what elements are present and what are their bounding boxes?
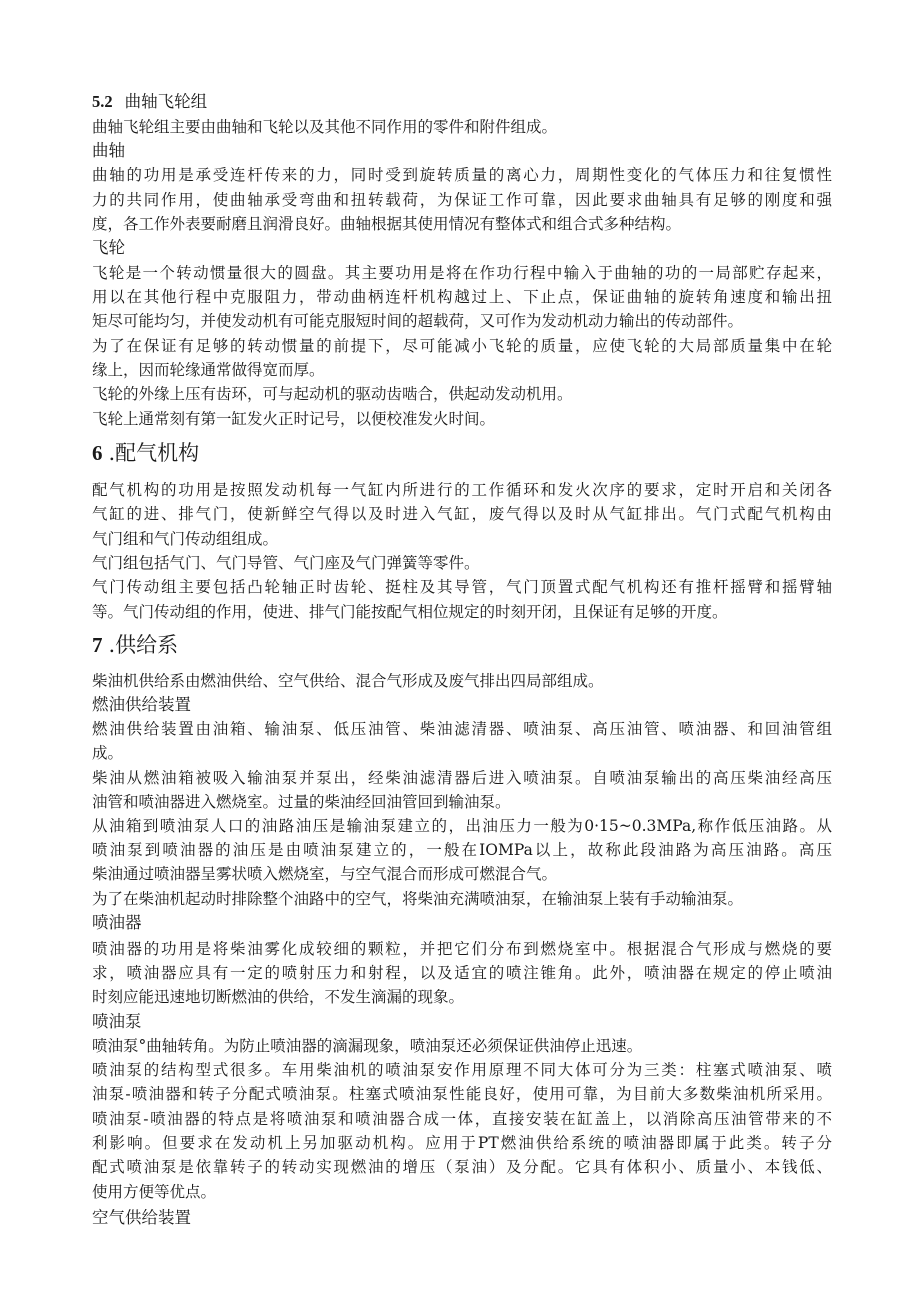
subheading-air-supply: 空气供给装置 xyxy=(92,1208,191,1227)
section-title: 曲轴飞轮组 xyxy=(124,92,208,111)
paragraph-line: 成。 xyxy=(92,744,124,762)
paragraph-line: 燃油供给装置由油箱、输油泵、低压油管、柴油滤清器、喷油泵、高压油管、喷油器、和回油管组 xyxy=(92,720,832,738)
paragraph-line: 使用方便等优点。 xyxy=(92,1183,217,1201)
paragraph-line: 曲轴的功用是承受连杆传来的力，同时受到旋转质量的离心力，周期性变化的气体压力和往复惯性 xyxy=(92,166,832,184)
paragraph-line: 气门组包括气门、气门导管、气门座及气门弹簧等零件。 xyxy=(92,554,480,572)
paragraph-line: 时刻应能迅速地切断燃油的供给，不发生滴漏的现象。 xyxy=(92,988,465,1006)
paragraph-line: 利影响。但要求在发动机上另加驱动机构。应用于PT燃油供给系统的喷油器即属于此类。转子分 xyxy=(92,1134,832,1152)
paragraph-line: 用以在其他行程中克服阻力，带动曲柄连杆机构越过上、下止点，保证曲轴的旋转角速度和输出扭 xyxy=(92,288,832,306)
paragraph-line: 配气机构的功用是按照发动机每一气缸内所进行的工作循环和发火次序的要求，定时开启和关闭各 xyxy=(92,481,832,499)
paragraph-line: 飞轮的外缘上压有齿环，可与起动机的驱动齿啮合，供起动发动机用。 xyxy=(92,385,573,403)
paragraph-line: 矩尽可能均匀，并使发动机有可能克服短时间的超载荷，又可作为发动机动力输出的传动部件。 xyxy=(92,312,744,330)
paragraph-line: 求，喷油器应具有一定的喷射压力和射程，以及适宜的喷注锥角。此外，喷油器在规定的停止喷油 xyxy=(92,964,832,982)
section-7-heading xyxy=(92,630,178,660)
paragraph-line: 度，各工作外表要耐磨且润滑良好。曲轴根据其使用情况有整体式和组合式多种结构。 xyxy=(92,215,682,233)
section-title: .供给系 xyxy=(108,633,179,657)
section-title: .配气机构 xyxy=(108,441,200,465)
section-6-heading xyxy=(92,438,199,468)
paragraph-line: 等。气门传动组的作用，使进、排气门能按配气相位规定的时刻开闭，且保证有足够的开度。 xyxy=(92,603,728,621)
paragraph-line: 为了在柴油机起动时排除整个油路中的空气，将柴油充满喷油泵，在输油泵上装有手动输油泵。 xyxy=(92,890,744,908)
paragraph-line: 柴油机供给系由燃油供给、空气供给、混合气形成及废气排出四局部组成。 xyxy=(92,672,604,690)
paragraph-line: 油管和喷油器进入燃烧室。过量的柴油经回油管回到输油泵。 xyxy=(92,793,511,811)
subheading-injection-pump: 喷油泵 xyxy=(92,1012,142,1031)
paragraph-line: 飞轮上通常刻有第一缸发火正时记号，以便校准发火时间。 xyxy=(92,410,496,428)
paragraph-line: 缘上，因而轮缘通常做得宽而厚。 xyxy=(92,361,325,379)
subheading-fuel-supply: 燃油供给装置 xyxy=(92,695,191,714)
paragraph-line: 配式喷油泵是依靠转子的转动实现燃油的增压（泵油）及分配。它具有体积小、质量小、本钱低、 xyxy=(92,1158,832,1176)
paragraph-line: 喷油泵°曲轴转角。为防止喷油器的滴漏现象，喷油泵还必须保证供油停止迅速。 xyxy=(92,1037,643,1055)
paragraph-line: 为了在保证有足够的转动惯量的前提下，尽可能减小飞轮的质量，应使飞轮的大局部质量集中在轮 xyxy=(92,337,832,355)
paragraph-line: 喷油器的功用是将柴油雾化成较细的颗粒，并把它们分布到燃烧室中。根据混合气形成与燃烧的要 xyxy=(92,940,832,958)
paragraph-line: 柴油通过喷油器呈雾状喷入燃烧室，与空气混合而形成可燃混合气。 xyxy=(92,865,558,883)
paragraph-line: 气缸的进、排气门，使新鲜空气得以及时进入气缸，废气得以及时从气缸排出。气门式配气机构由 xyxy=(92,505,832,523)
section-number: 7 xyxy=(92,633,103,657)
subheading-flywheel: 飞轮 xyxy=(92,238,125,257)
paragraph-line: 曲轴飞轮组主要由曲轴和飞轮以及其他不同作用的零件和附件组成。 xyxy=(92,118,558,136)
paragraph-line: 柴油从燃油箱被吸入输油泵并泵出，经柴油滤清器后进入喷油泵。自喷油泵输出的高压柴油经高压 xyxy=(92,769,832,787)
paragraph-line: 喷油泵的结构型式很多。车用柴油机的喷油泵安作用原理不同大体可分为三类：柱塞式喷油泵、喷 xyxy=(92,1061,832,1079)
paragraph-line: 力的共同作用，使曲轴承受弯曲和扭转载荷，为保证工作可靠，因此要求曲轴具有足够的刚度和强 xyxy=(92,191,832,209)
paragraph-line: 气门传动组主要包括凸轮轴正时齿轮、挺柱及其导管，气门顶置式配气机构还有推杆摇臂和摇臂轴 xyxy=(92,578,832,596)
paragraph-line: 油泵-喷油器和转子分配式喷油泵。柱塞式喷油泵性能良好，使用可靠，为目前大多数柴油机所采用。 xyxy=(92,1085,832,1103)
subheading-crankshaft: 曲轴 xyxy=(92,141,125,160)
paragraph-line: 飞轮是一个转动惯量很大的圆盘。其主要功用是将在作功行程中输入于曲轴的功的一局部贮存起来， xyxy=(92,264,832,282)
subheading-injector: 喷油器 xyxy=(92,913,142,932)
section-number: 6 xyxy=(92,441,103,465)
paragraph-line: 喷油泵到喷油器的油压是由喷油泵建立的，一般在IOMPa以上，故称此段油路为高压油路。高压 xyxy=(92,841,832,859)
section-5-2-heading xyxy=(92,90,207,114)
section-number: 5.2 xyxy=(92,92,113,111)
paragraph-line: 从油箱到喷油泵人口的油路油压是输油泵建立的，出油压力一般为0·15~0.3MPa,称作低压油路。从 xyxy=(92,817,832,835)
paragraph-line: 喷油泵-喷油器的特点是将喷油泵和喷油器合成一体，直接安装在缸盖上，以消除高压油管带来的不 xyxy=(92,1110,832,1128)
paragraph-line: 气门组和气门传动组组成。 xyxy=(92,530,279,548)
